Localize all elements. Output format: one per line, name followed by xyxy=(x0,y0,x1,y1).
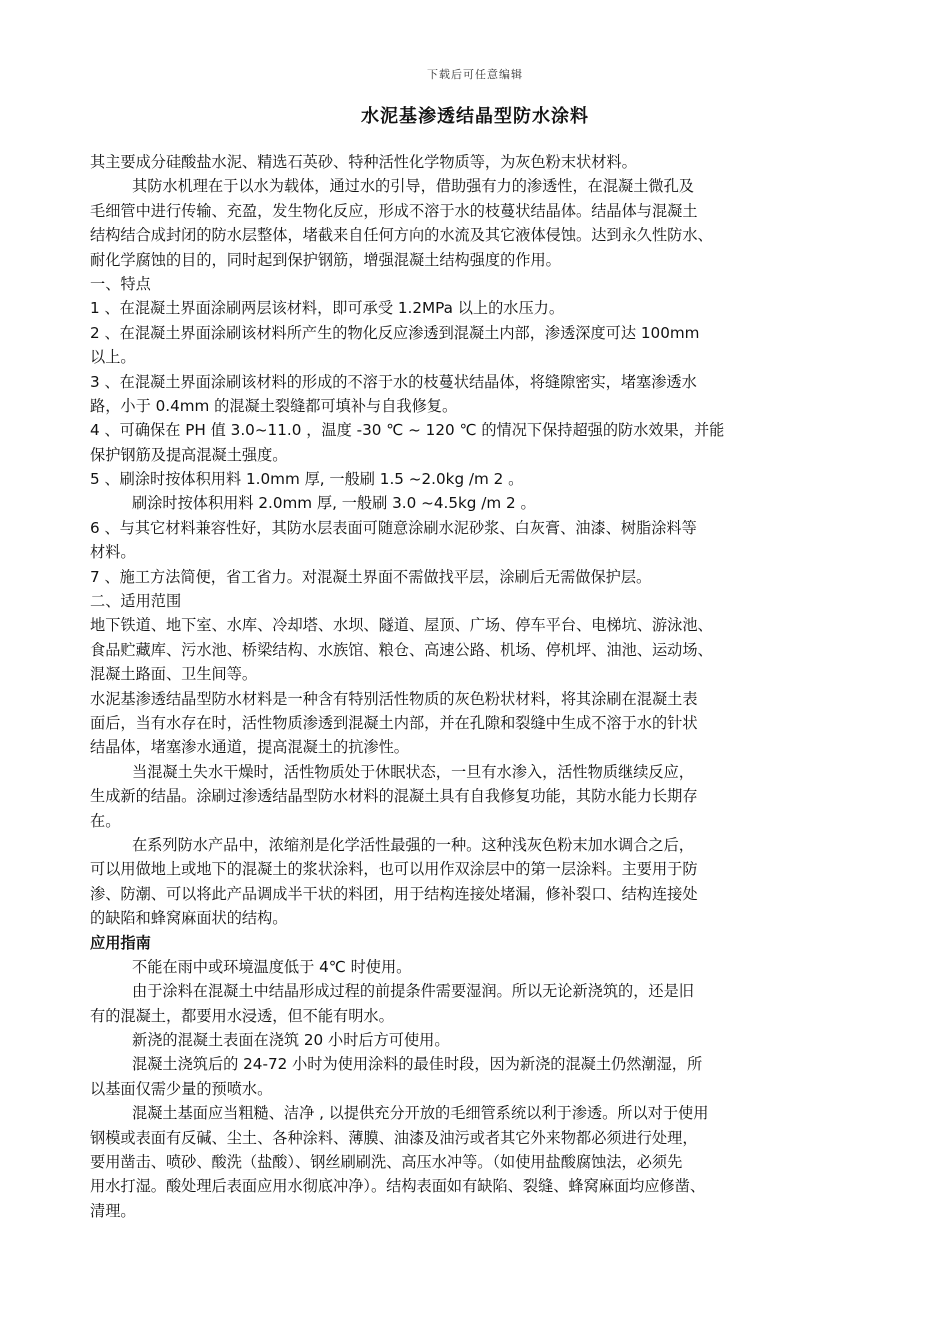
text-line: 生成新的结晶。涂刷过渗透结晶型防水材料的混凝土具有自我修复功能，其防水能力长期存 xyxy=(90,787,698,806)
text-line: 地下铁道、地下室、水库、冷却塔、水坝、隧道、屋顶、广场、停车平台、电梯坑、游泳池、 xyxy=(90,616,713,635)
text-line: 5 、刷涂时按体积用料 1.0mm 厚, 一般刷 1.5 ~2.0kg /m 2 。 xyxy=(90,470,524,489)
text-line: 7 、施工方法简便，省工省力。对混凝土界面不需做找平层，涂刷后无需做保护层。 xyxy=(90,567,652,586)
text-line: 不能在雨中或环境温度低于 4℃ 时使用。 xyxy=(132,957,412,976)
text-line: 耐化学腐蚀的目的，同时起到保护钢筋，增强混凝土结构强度的作用。 xyxy=(90,250,561,269)
text-line: 清理。 xyxy=(90,1201,136,1220)
page-header: 下载后可任意编辑 xyxy=(427,68,523,81)
document-title: 水泥基渗透结晶型防水涂料 xyxy=(361,106,589,127)
text-line: 渗、防潮、可以将此产品调成半干状的料团，用于结构连接处堵漏，修补裂口、结构连接处 xyxy=(90,884,698,903)
text-line: 其主要成分硅酸盐水泥、精选石英砂、特种活性化学物质等，为灰色粉末状材料。 xyxy=(90,153,637,171)
text-line: 混凝土浇筑后的 24-72 小时为使用涂料的最佳时段，因为新浇的混凝土仍然潮湿，所 xyxy=(132,1055,703,1074)
text-line: 混凝土路面、卫生间等。 xyxy=(90,665,258,684)
text-line: 可以用做地上或地下的混凝土的浆状涂料，也可以用作双涂层中的第一层涂料。主要用于防 xyxy=(90,860,698,879)
text-line: 二、适用范围 xyxy=(90,592,182,611)
text-line: 2 、在混凝土界面涂刷该材料所产生的物化反应渗透到混凝土内部，渗透深度可达 100mm xyxy=(90,323,700,342)
text-line: 以上。 xyxy=(90,348,136,367)
text-line: 其防水机理在于以水为载体，通过水的引导，借助强有力的渗透性，在混凝土微孔及 xyxy=(132,177,694,196)
text-line: 3 、在混凝土界面涂刷该材料的形成的不溶于水的枝蔓状结晶体，将缝隙密实，堵塞渗透水 xyxy=(90,372,697,391)
text-line: 食品贮藏库、污水池、桥梁结构、水族馆、粮仓、高速公路、机场、停机坪、油池、运动场、 xyxy=(90,640,713,659)
text-line: 当混凝土失水干燥时，活性物质处于休眠状态，一旦有水渗入，活性物质继续反应， xyxy=(132,762,694,781)
text-line: 在。 xyxy=(90,811,121,830)
section-heading: 应用指南 xyxy=(90,933,151,952)
text-line: 6 、与其它材料兼容性好，其防水层表面可随意涂刷水泥砂浆、白灰膏、油漆、树脂涂料等 xyxy=(90,518,697,537)
text-line: 一、特点 xyxy=(90,274,151,293)
text-line: 刷涂时按体积用料 2.0mm 厚, 一般刷 3.0 ~4.5kg /m 2 。 xyxy=(132,494,536,513)
text-line: 结构结合成封闭的防水层整体，堵截来自任何方向的水流及其它液体侵蚀。达到永久性防水、 xyxy=(90,226,713,245)
text-line: 钢模或表面有反碱、尘土、各种涂料、薄膜、油漆及油污或者其它外来物都必须进行处理， xyxy=(90,1128,698,1147)
text-line: 结晶体，堵塞渗水通道，提高混凝土的抗渗性。 xyxy=(90,738,409,757)
text-line: 的缺陷和蜂窝麻面状的结构。 xyxy=(90,909,288,928)
text-line: 新浇的混凝土表面在浇筑 20 小时后方可使用。 xyxy=(132,1031,450,1050)
text-line: 保护钢筋及提高混凝土强度。 xyxy=(90,445,288,464)
text-line: 要用凿击、喷砂、酸洗（盐酸）、钢丝刷刷洗、高压水冲等。（如使用盐酸腐蚀法，必须先 xyxy=(90,1153,683,1172)
document-body xyxy=(90,150,870,1223)
text-line: 面后，当有水存在时，活性物质渗透到混凝土内部，并在孔隙和裂缝中生成不溶于水的针状 xyxy=(90,713,698,732)
text-line: 有的混凝土，都要用水浸透，但不能有明水。 xyxy=(90,1006,394,1025)
text-line: 以基面仅需少量的预喷水。 xyxy=(90,1079,273,1098)
text-line: 由于涂料在混凝土中结晶形成过程的前提条件需要湿润。所以无论新浇筑的，还是旧 xyxy=(132,982,694,1001)
text-line: 水泥基渗透结晶型防水材料是一种含有特别活性物质的灰色粉状材料，将其涂刷在混凝土表 xyxy=(90,689,698,708)
text-line: 在系列防水产品中，浓缩剂是化学活性最强的一种。这种浅灰色粉末加水调合之后， xyxy=(132,835,694,854)
text-line: 路，小于 0.4mm 的混凝土裂缝都可填补与自我修复。 xyxy=(90,396,458,415)
text-line: 用水打湿。酸处理后表面应用水彻底冲净）。结构表面如有缺陷、裂缝、蜂窝麻面均应修凿、 xyxy=(90,1177,706,1196)
text-line: 材料。 xyxy=(90,543,136,562)
text-line: 1 、在混凝土界面涂刷两层该材料，即可承受 1.2MPa 以上的水压力。 xyxy=(90,299,565,318)
text-line: 4 、可确保在 PH 值 3.0~11.0 ，温度 -30 ℃ ~ 120 ℃ 的情况下保持超强的防水效果，并能 xyxy=(90,421,725,440)
text-line: 毛细管中进行传输、充盈，发生物化反应，形成不溶于水的枝蔓状结晶体。结晶体与混凝土 xyxy=(90,201,698,220)
text-line: 混凝土基面应当粗糙、洁净 , 以提供充分开放的毛细管系统以利于渗透。所以对于使用 xyxy=(132,1104,709,1123)
